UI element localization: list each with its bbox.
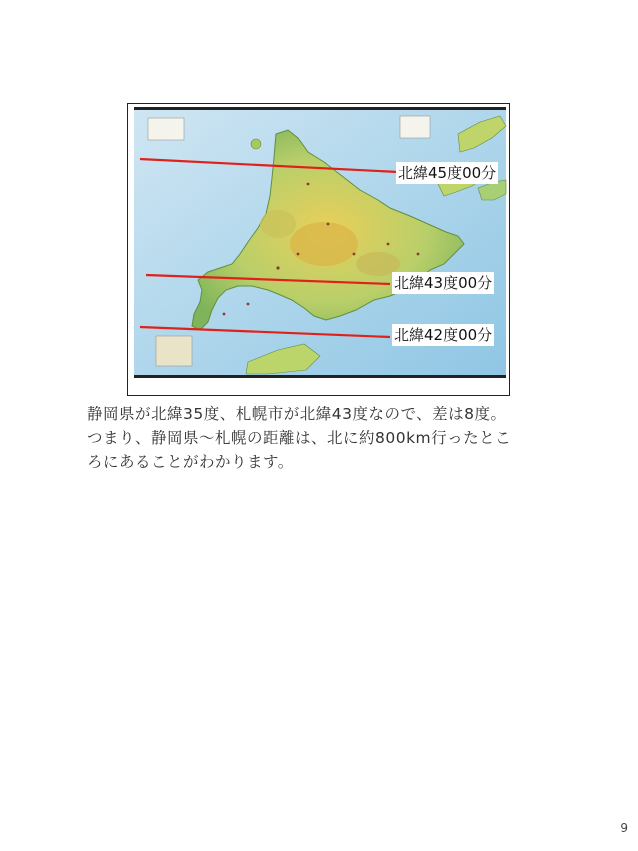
legend-box-right [400,116,430,138]
explanation-text [87,402,577,474]
page-number: 9 [620,821,628,835]
central-mountains [290,222,358,266]
map-graphic [128,104,510,396]
inset-box [156,336,192,366]
latitude-label-42: 北緯42度00分 [394,326,493,344]
map-top-bar [134,107,506,110]
latitude-label-43: 北緯43度00分 [394,274,493,292]
map-bottom-bar [134,375,506,378]
text-line-2: つまり、静岡県～札幌の距離は、北に約800km行ったとこ [87,429,512,447]
terrain-patch [260,210,296,238]
latitude-label-45: 北緯45度00分 [398,164,497,182]
hokkaido-map [127,103,510,396]
rishiri-island [251,139,261,149]
text-line-1: 静岡県が北緯35度、札幌市が北緯43度なので、差は8度。 [87,405,507,423]
legend-box-left [148,118,184,140]
text-line-3: ろにあることがわかります。 [87,453,294,471]
